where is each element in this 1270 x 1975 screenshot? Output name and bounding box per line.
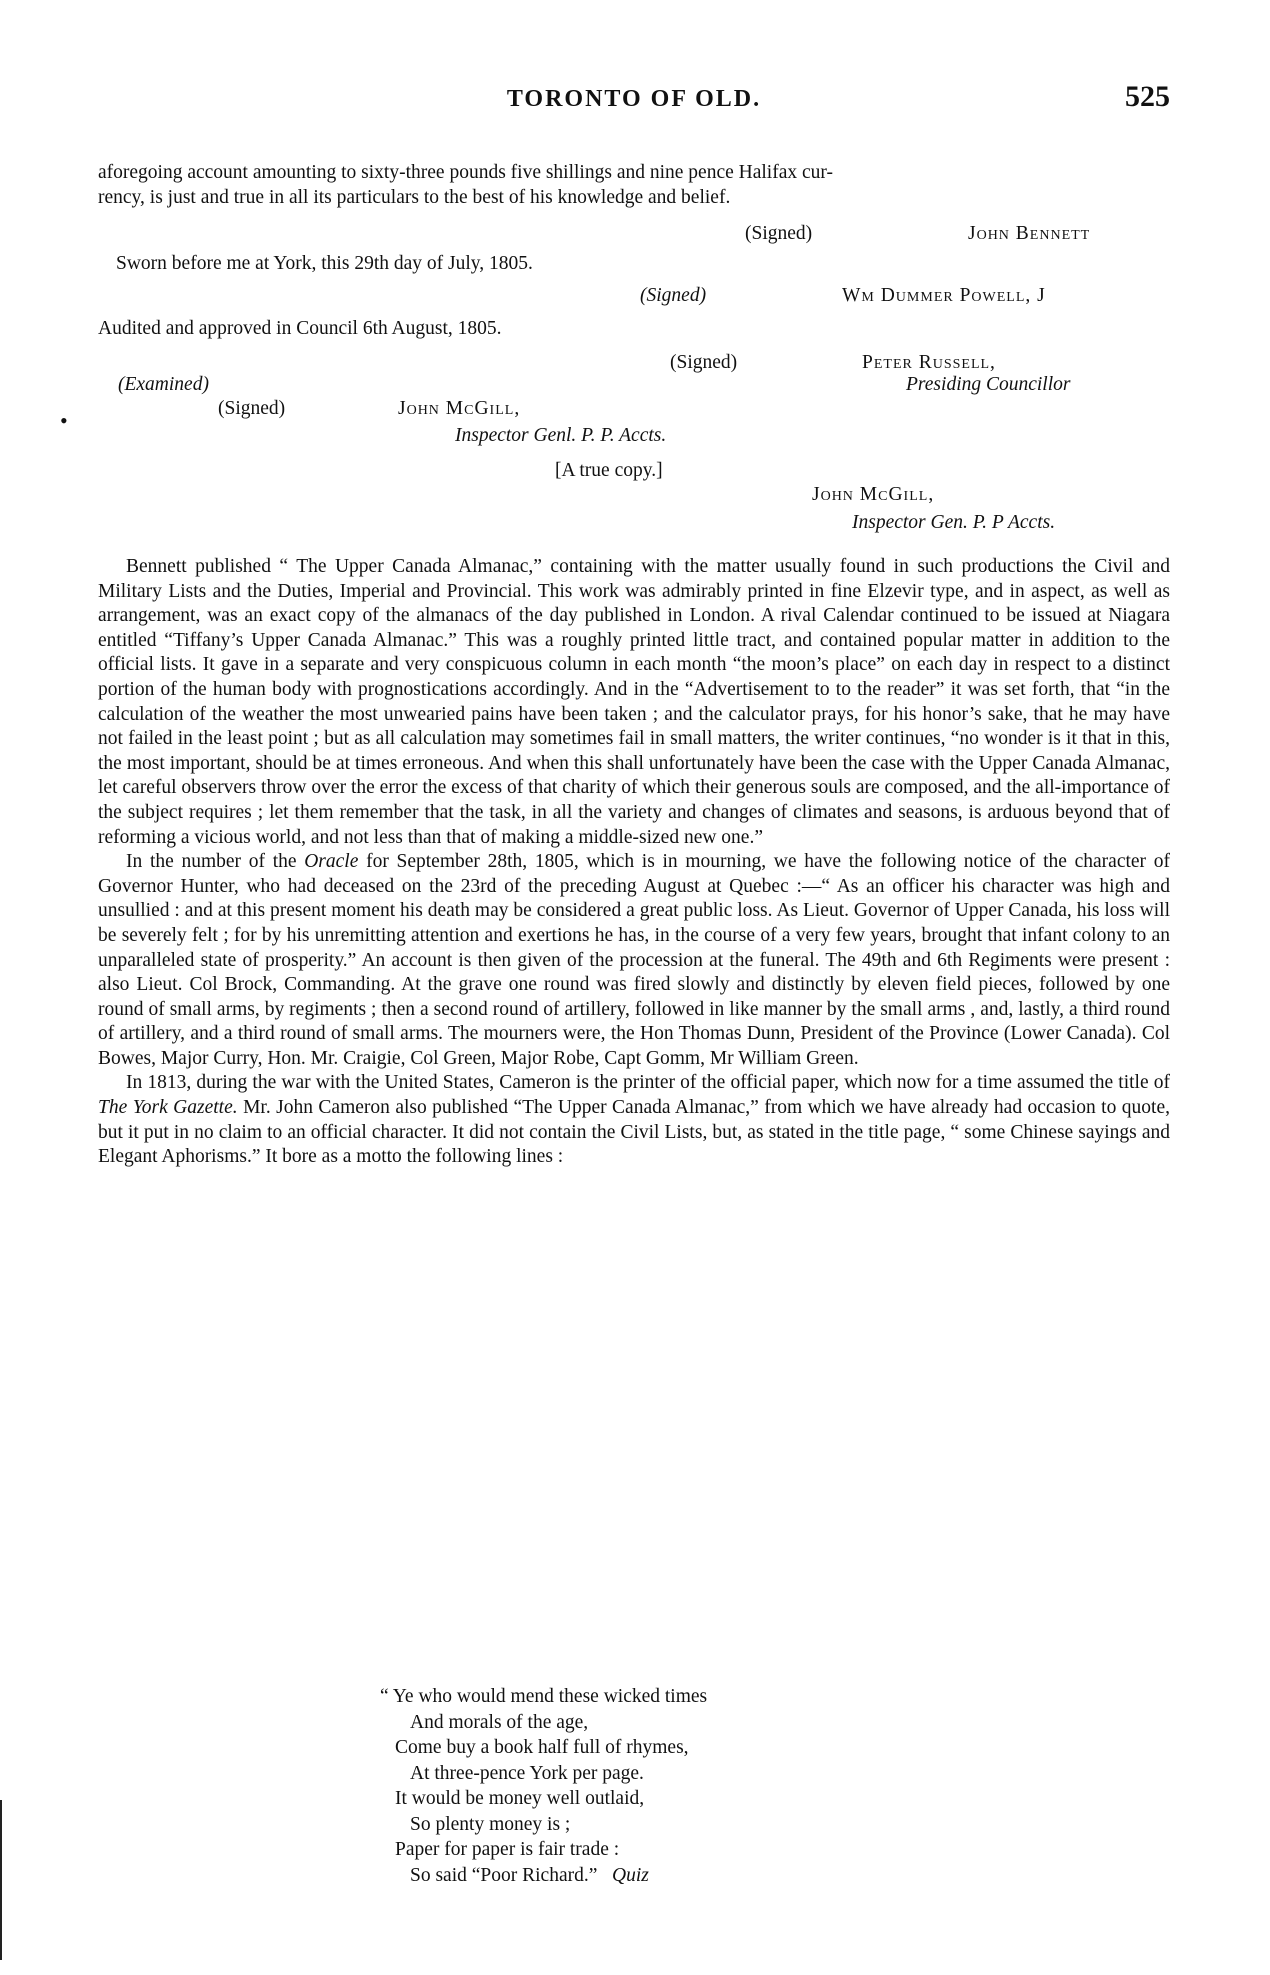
mcgill-title-2: Inspector Gen. P. P Accts. [852,512,1056,533]
poem [380,1684,707,1888]
paragraph-cameron-text-b: Mr. John Cameron also published “The Upper Canada Almanac,” from which we have already had occasion to quote, but it put in no claim to an official character. It did not contain the Civil Lists, but, as stated in the title page, “ some Chinese sayings and Elegant Aphorisms.” It bore as a motto the following lines : [98,1097,1170,1168]
examined-label: (Examined) [118,374,209,395]
signatory-mcgill-1: John McGill, [398,398,521,419]
poem-line: It would be money well outlaid, [395,1788,645,1809]
signatory-powell: Wm Dummer Powell, J [842,285,1046,306]
signatory-russell: Peter Russell, [862,352,996,373]
signed-label-1: (Signed) [745,223,813,244]
margin-dot: • [60,408,68,433]
paragraph-oracle [98,850,1170,1071]
gazette-title: The York Gazette. [98,1097,238,1119]
poem-line-final [380,1863,707,1889]
oracle-title: Oracle [304,851,359,873]
signed-label-2: (Signed) [640,285,707,306]
poem-line: Paper for paper is fair trade : [395,1839,620,1860]
poem-line: So plenty money is ; [410,1813,571,1835]
paragraph-cameron [98,1071,1170,1169]
poem-line: And morals of the age, [410,1711,589,1733]
mcgill-title-1: Inspector Genl. P. P. Accts. [455,425,667,446]
body-text [98,555,1170,1170]
certificate-line-2: rency, is just and true in all its particulars to the best of his knowledge and belief. [98,187,731,208]
paragraph-oracle-text-b: for September 28th, 1805, which is in mourning, we have the following notice of the character of Governor Hunter, who had deceased on the 23rd of the preceding August at Quebec :—“ As an officer his character was high and unsullied : and at this present moment his death may be considered a great public loss. As Lieut. Governor of Upper Canada, his loss will be severely felt ; for by his unremitting attention and exertions he has, in the course of a very few years, brought that infant colony to an unparalleled state of prosperity.” An account is then given of the procession at the funeral. The 49th and 6th Regiments were present : also Lieut. Col Brock, Commanding. At the grave one round was fired slowly and distinctly by eleven field pieces, followed by one round of small arms, by regiments ; then a second round of artillery, followed in like manner by the small arms , and, lastly, a third round of artillery, and a third round of small arms. The mourners were, the Hon Thomas Dunn, President of the Province (Lower Canada). Col Bowes, Major Curry, Hon. Mr. Craigie, Col Green, Major Robe, Capt Gomm, Mr William Green. [98,851,1170,1069]
paragraph-cameron-text-a: In 1813, during the war with the United States, Cameron is the printer of the official paper, which now for a time assumed the title of [126,1072,1170,1094]
paragraph-oracle-text-a: In the number of the [126,851,305,873]
russell-title: Presiding Councillor [906,374,1071,395]
true-copy-note: [A true copy.] [555,460,663,481]
page-header [98,80,1170,116]
running-title: TORONTO OF OLD. [506,86,762,112]
poem-line: So said “Poor Richard.” [410,1864,598,1886]
audited-statement: Audited and approved in Council 6th August, 1805. [98,318,502,339]
signatory-mcgill-2: John McGill, [812,484,935,505]
poem-signature: Quiz [612,1864,649,1886]
signed-label-4: (Signed) [218,398,286,419]
page-number: 525 [1125,80,1170,113]
signatory-bennett: John Bennett [968,223,1091,244]
certificate-line-1: aforegoing account amounting to sixty-three pounds five shillings and nine pence Halifax cur- [98,162,833,183]
poem-line: At three-pence York per page. [410,1762,644,1784]
signed-label-3: (Signed) [670,352,738,373]
paragraph-almanac: Bennett published “ The Upper Canada Almanac,” containing with the matter usually found in such productions the Civil and Military Lists and the Duties, Imperial and Provincial. This work was admirably printed in fine Elzevir type, and in aspect, as well as arrangement, was an exact copy of the almanacs of the day published in London. A rival Calendar continued to be issued at Niagara entitled “Tiffany’s Upper Canada Almanac.” This was a roughly printed little tract, and contained popular matter in addition to the official lists. It gave in a separate and very conspicuous column in each month “the moon’s place” on each day in respect to a distinct portion of the human body with prognostications accordingly. And in the “Advertisement to to the reader” it was set forth, that “in the calculation of the weather the most unwearied pains have been taken ; and the calculator prays, for his honor’s sake, that he may have not failed in the least point ; but as all calculation may sometimes fail in small matters, the writer continues, “no wonder is it that in this, the most important, should be at times erroneous. And when this shall unfortunately have been the case with the Upper Canada Almanac, let careful observers throw over the error the excess of that charity of which their generous souls are composed, and the all-importance of the subject requires ; let them remember that the task, in all the variety and changes of climates and seasons, is arduous beyond that of reforming a vicious world, and not less than that of making a middle-sized new one.” [98,556,1170,848]
poem-line: “ Ye who would mend these wicked times [380,1686,708,1707]
scan-edge-line [0,1800,2,1960]
poem-line: Come buy a book half full of rhymes, [395,1737,689,1758]
sworn-statement: Sworn before me at York, this 29th day of July, 1805. [116,253,533,274]
